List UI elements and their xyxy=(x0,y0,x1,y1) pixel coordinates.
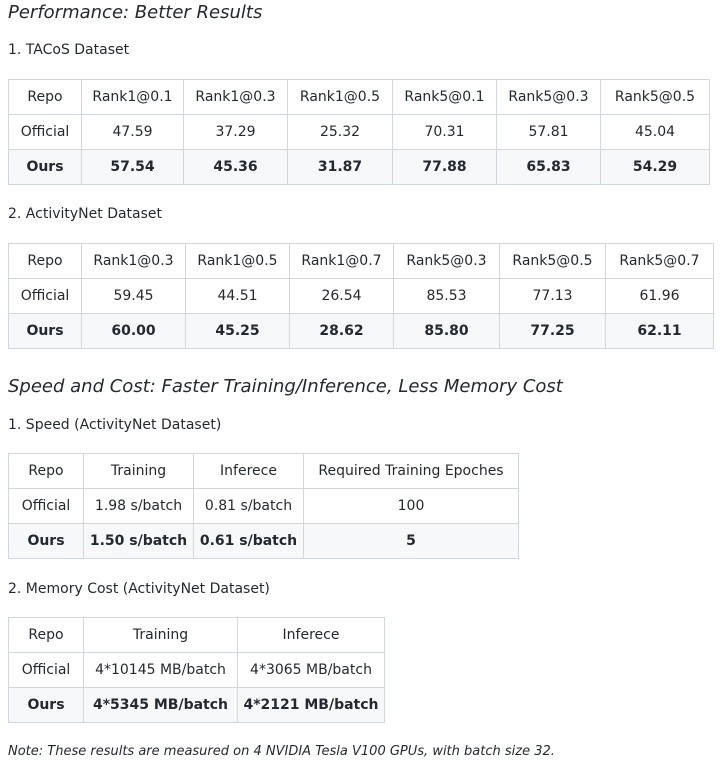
table-cell: 4*3065 MB/batch xyxy=(238,653,385,688)
table-cell: 4*5345 MB/batch xyxy=(84,688,238,723)
column-header: Rank1@0.7 xyxy=(290,244,394,279)
column-header: Repo xyxy=(9,80,82,115)
column-header: Rank5@0.1 xyxy=(393,80,497,115)
tacos-table xyxy=(8,79,710,185)
table-cell: 60.00 xyxy=(82,314,186,349)
activitynet-heading: 2. ActivityNet Dataset xyxy=(8,206,163,222)
table-cell: 0.61 s/batch xyxy=(194,524,304,559)
column-header: Rank1@0.1 xyxy=(82,80,184,115)
column-header: Rank1@0.5 xyxy=(288,80,393,115)
tacos-heading: 1. TACoS Dataset xyxy=(8,42,130,58)
table-cell: Official xyxy=(9,653,84,688)
speed-cost-heading: Speed and Cost: Faster Training/Inference, Less Memory Cost xyxy=(8,376,563,397)
column-header: Rank5@0.5 xyxy=(601,80,710,115)
column-header: Rank1@0.3 xyxy=(184,80,288,115)
measurement-note: Note: These results are measured on 4 NVIDIA Tesla V100 GPUs, with batch size 32. xyxy=(8,744,555,759)
table-cell: 77.25 xyxy=(500,314,606,349)
table-cell: 57.54 xyxy=(82,150,184,185)
table-cell: 61.96 xyxy=(606,279,714,314)
table-cell: 100 xyxy=(304,489,519,524)
table-cell: 28.62 xyxy=(290,314,394,349)
table-cell: 44.51 xyxy=(186,279,290,314)
table-cell: 85.53 xyxy=(394,279,500,314)
column-header: Rank1@0.5 xyxy=(186,244,290,279)
table-row xyxy=(9,688,385,723)
column-header: Repo xyxy=(9,454,84,489)
speed-table xyxy=(8,453,519,559)
table-cell: 65.83 xyxy=(497,150,601,185)
table-cell: Ours xyxy=(9,524,84,559)
column-header: Rank5@0.5 xyxy=(500,244,606,279)
column-header: Rank5@0.3 xyxy=(394,244,500,279)
column-header: Training xyxy=(84,618,238,653)
table-cell: 59.45 xyxy=(82,279,186,314)
activitynet-table xyxy=(8,243,714,349)
column-header: Training xyxy=(84,454,194,489)
column-header: Repo xyxy=(9,618,84,653)
column-header: Inferece xyxy=(194,454,304,489)
table-row xyxy=(9,279,714,314)
table-row xyxy=(9,653,385,688)
table-cell: 54.29 xyxy=(601,150,710,185)
table-cell: Ours xyxy=(9,688,84,723)
table-cell: Ours xyxy=(9,314,82,349)
table-header-row xyxy=(9,454,519,489)
table-cell: 5 xyxy=(304,524,519,559)
table-header-row xyxy=(9,80,710,115)
table-cell: 4*2121 MB/batch xyxy=(238,688,385,723)
speed-heading: 1. Speed (ActivityNet Dataset) xyxy=(8,417,222,433)
table-cell: 31.87 xyxy=(288,150,393,185)
table-row xyxy=(9,150,710,185)
table-cell: Ours xyxy=(9,150,82,185)
memory-heading: 2. Memory Cost (ActivityNet Dataset) xyxy=(8,581,270,597)
table-cell: 45.25 xyxy=(186,314,290,349)
column-header: Rank5@0.7 xyxy=(606,244,714,279)
table-row xyxy=(9,524,519,559)
table-cell: 85.80 xyxy=(394,314,500,349)
column-header: Inferece xyxy=(238,618,385,653)
column-header: Rank1@0.3 xyxy=(82,244,186,279)
table-cell: 47.59 xyxy=(82,115,184,150)
table-cell: 62.11 xyxy=(606,314,714,349)
performance-heading: Performance: Better Results xyxy=(8,2,263,23)
column-header: Required Training Epoches xyxy=(304,454,519,489)
table-header-row xyxy=(9,618,385,653)
table-cell: 1.50 s/batch xyxy=(84,524,194,559)
table-row xyxy=(9,314,714,349)
table-cell: 45.04 xyxy=(601,115,710,150)
table-cell: 77.13 xyxy=(500,279,606,314)
table-cell: 70.31 xyxy=(393,115,497,150)
table-cell: 1.98 s/batch xyxy=(84,489,194,524)
table-cell: 4*10145 MB/batch xyxy=(84,653,238,688)
table-cell: 37.29 xyxy=(184,115,288,150)
column-header: Rank5@0.3 xyxy=(497,80,601,115)
table-cell: 26.54 xyxy=(290,279,394,314)
table-cell: 25.32 xyxy=(288,115,393,150)
table-cell: Official xyxy=(9,115,82,150)
table-cell: 0.81 s/batch xyxy=(194,489,304,524)
table-cell: 57.81 xyxy=(497,115,601,150)
memory-table xyxy=(8,617,385,723)
table-cell: Official xyxy=(9,489,84,524)
table-row xyxy=(9,115,710,150)
table-cell: 45.36 xyxy=(184,150,288,185)
table-header-row xyxy=(9,244,714,279)
table-cell: Official xyxy=(9,279,82,314)
table-row xyxy=(9,489,519,524)
table-cell: 77.88 xyxy=(393,150,497,185)
column-header: Repo xyxy=(9,244,82,279)
